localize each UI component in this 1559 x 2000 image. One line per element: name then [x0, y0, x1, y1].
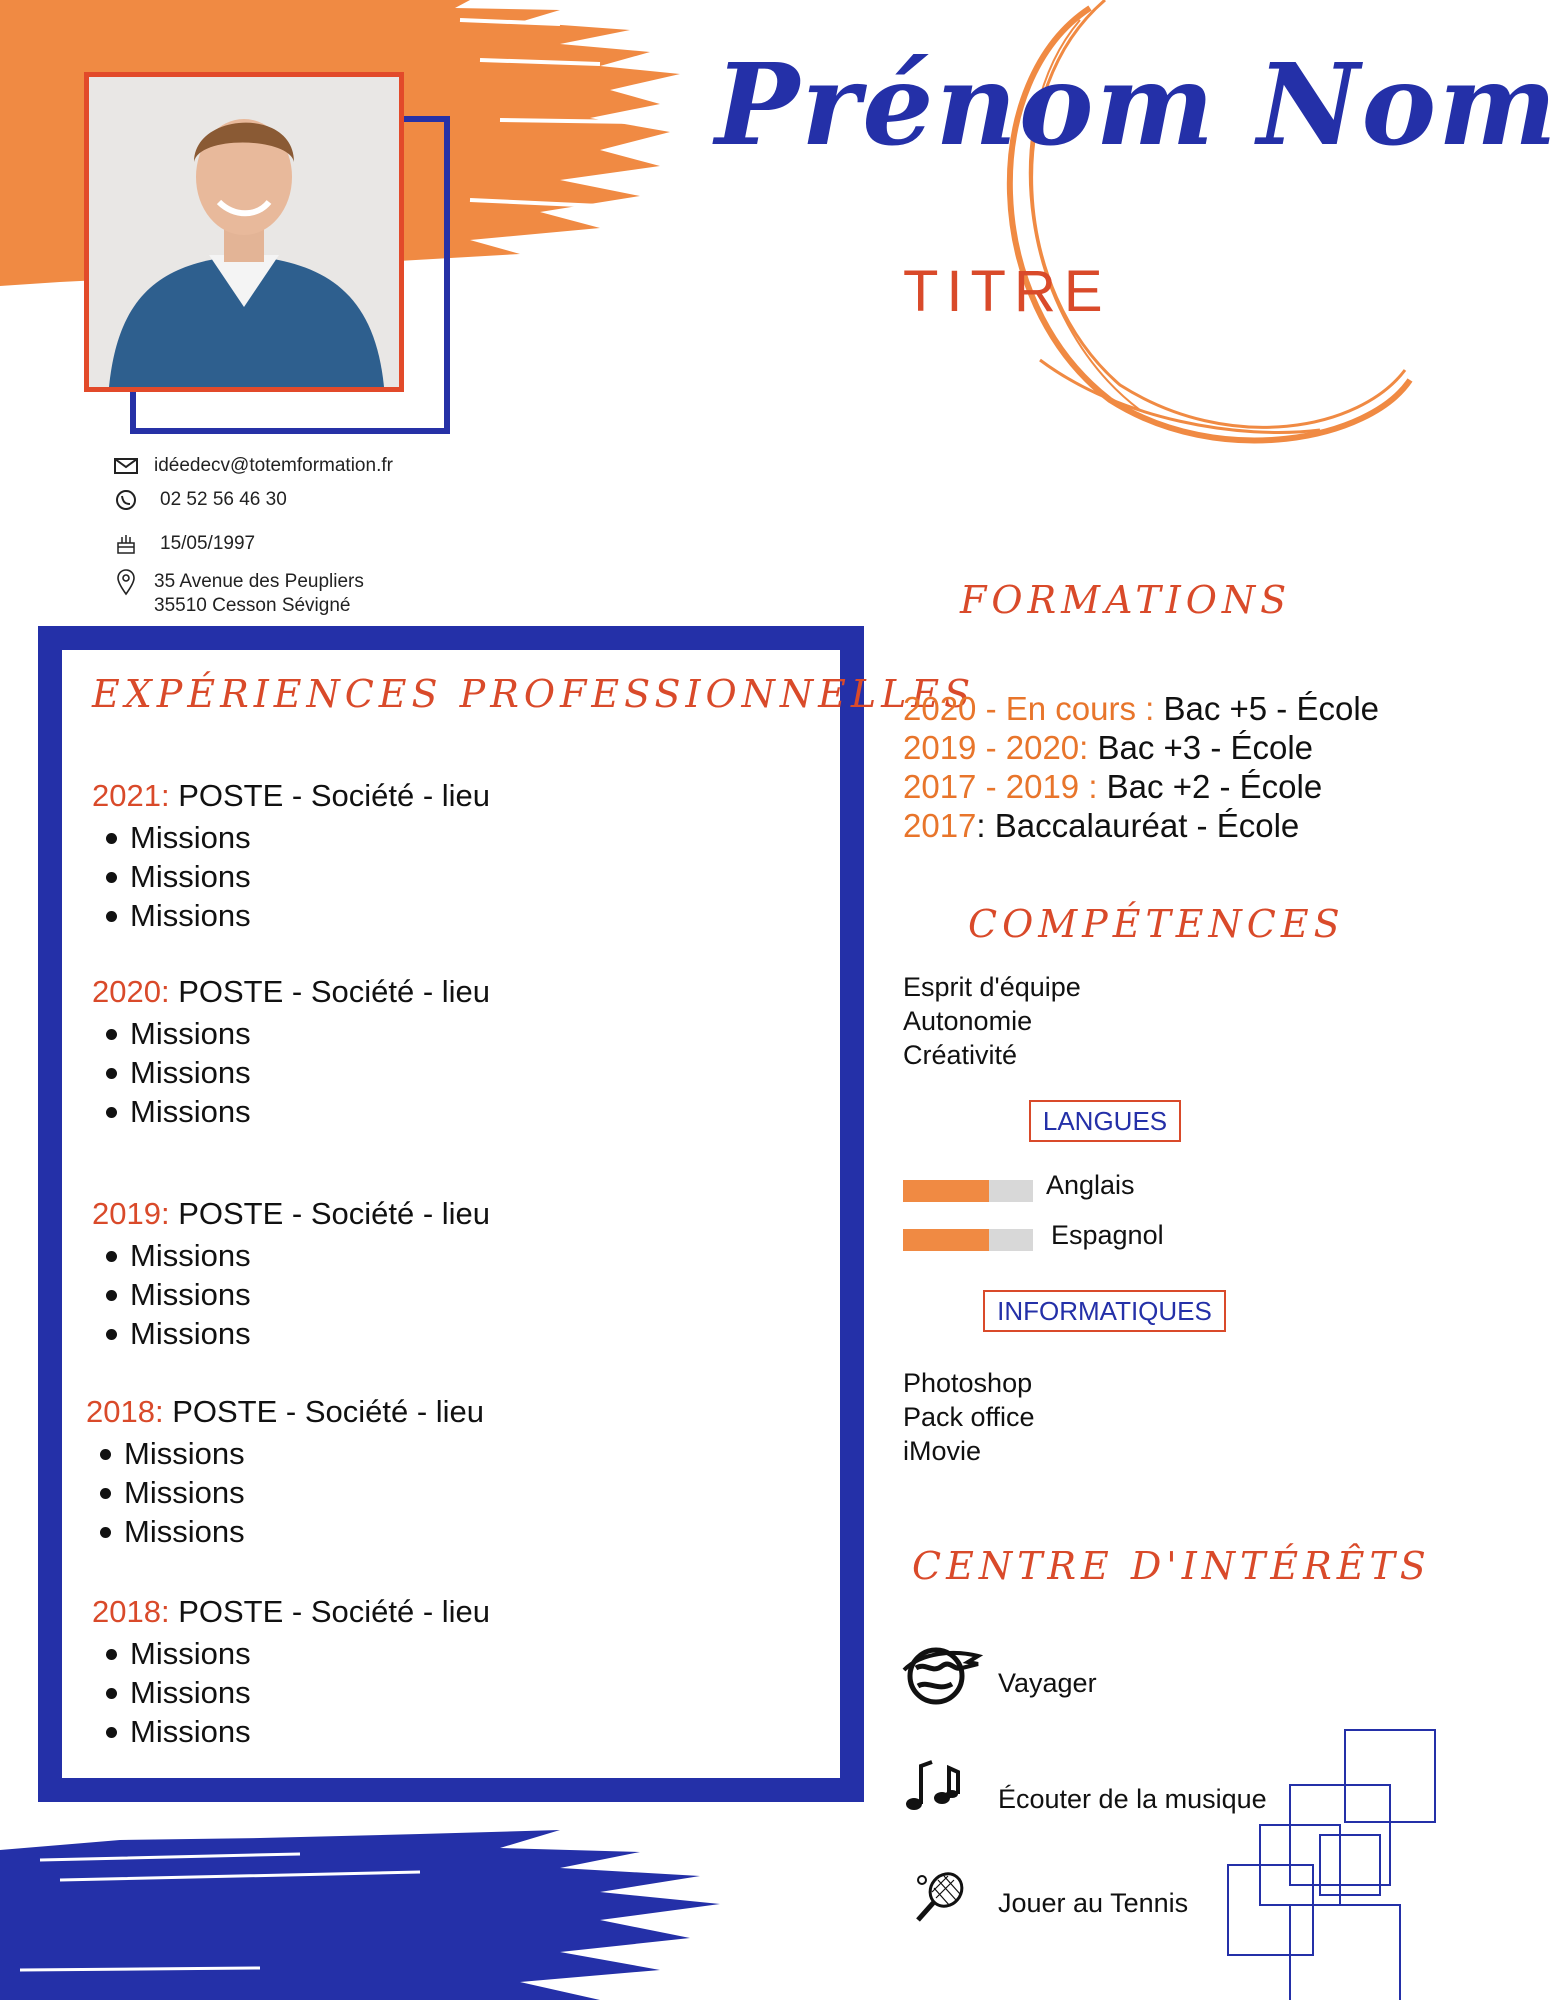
job-year: 2020:: [92, 974, 170, 1009]
profile-photo: [84, 72, 404, 392]
job-role: POSTE - Société - lieu: [163, 1394, 485, 1429]
cake-icon: [112, 532, 140, 556]
interest-item: Jouer au Tennis: [998, 1888, 1189, 1918]
formation-item: 2017: Baccalauréat - École: [903, 807, 1300, 844]
mission-item: Missions: [92, 1053, 490, 1092]
job-role: POSTE - Société - lieu: [169, 1196, 491, 1231]
competence-item: Autonomie: [903, 1006, 1033, 1036]
language-name: Espagnol: [1051, 1220, 1164, 1250]
contact-birthdate: 15/05/1997: [160, 533, 256, 554]
full-name: Prénom Nom: [715, 40, 1559, 171]
interest-item: Écouter de la musique: [998, 1784, 1267, 1814]
mission-item: Missions: [92, 1634, 490, 1673]
tennis-racket-icon: [912, 1870, 968, 1926]
location-pin-icon: [112, 570, 140, 594]
person-portrait-icon: [89, 77, 399, 387]
experience-heading: EXPÉRIENCES PROFESSIONNELLES: [92, 672, 976, 716]
formations-heading: FORMATIONS: [960, 578, 1292, 622]
mission-item: Missions: [92, 1092, 490, 1131]
mission-item: Missions: [86, 1512, 484, 1551]
software-item: Photoshop: [903, 1368, 1033, 1398]
job-year: 2019:: [92, 1196, 170, 1231]
job-year: 2018:: [92, 1594, 170, 1629]
competence-item: Esprit d'équipe: [903, 972, 1081, 1002]
globe-plane-icon: [902, 1640, 982, 1704]
blue-squares-decoration: [1220, 1725, 1414, 2000]
envelope-icon: [112, 454, 140, 478]
job-year: 2021:: [92, 778, 170, 813]
contact-email-row: [112, 454, 393, 478]
informatiques-label: INFORMATIQUES: [983, 1290, 1226, 1332]
mission-item: Missions: [92, 1673, 490, 1712]
mission-item: Missions: [92, 1236, 490, 1275]
mission-item: Missions: [92, 896, 490, 935]
interets-heading: CENTRE D'INTÉRÊTS: [912, 1544, 1431, 1588]
software-item: iMovie: [903, 1436, 982, 1466]
contact-email[interactable]: idéedecv@totemformation.fr: [154, 455, 393, 476]
software-item: Pack office: [903, 1402, 1035, 1432]
job-role: POSTE - Société - lieu: [169, 778, 491, 813]
job-entry: [92, 974, 490, 1131]
job-entry: [92, 778, 490, 935]
mission-item: Missions: [92, 818, 490, 857]
contact-phone: 02 52 56 46 30: [160, 489, 287, 510]
music-notes-icon: [902, 1752, 962, 1816]
contact-birthdate-row: [112, 532, 255, 556]
formation-item: 2019 - 2020: Bac +3 - École: [903, 729, 1314, 766]
language-level-bar: [903, 1229, 1033, 1251]
langues-label: LANGUES: [1029, 1100, 1181, 1142]
job-entry: [92, 1196, 490, 1353]
language-name: Anglais: [1046, 1170, 1135, 1200]
language-level-fill: [903, 1229, 989, 1251]
mission-item: Missions: [92, 857, 490, 896]
contact-address-line1: 35 Avenue des Peupliers: [154, 571, 364, 592]
job-title: TITRE: [903, 259, 1111, 324]
job-role: POSTE - Société - lieu: [169, 974, 491, 1009]
job-entry: [86, 1394, 484, 1551]
formation-item: 2020 - En cours : Bac +5 - École: [903, 690, 1380, 727]
mission-item: Missions: [92, 1712, 490, 1751]
contact-address-line2: 35510 Cesson Sévigné: [154, 595, 351, 616]
mission-item: Missions: [92, 1314, 490, 1353]
job-role: POSTE - Société - lieu: [169, 1594, 491, 1629]
contact-phone-row: [112, 488, 287, 512]
job-year: 2018:: [86, 1394, 164, 1429]
blue-brush-decoration: [0, 1820, 760, 2000]
contact-address-row: [112, 570, 364, 618]
competences-heading: COMPÉTENCES: [968, 902, 1345, 946]
mission-item: Missions: [92, 1275, 490, 1314]
mission-item: Missions: [86, 1473, 484, 1512]
language-level-bar: [903, 1180, 1033, 1202]
interest-item: Vayager: [998, 1668, 1097, 1698]
mission-item: Missions: [92, 1014, 490, 1053]
competence-item: Créativité: [903, 1040, 1018, 1070]
phone-icon: [112, 488, 140, 512]
mission-item: Missions: [86, 1434, 484, 1473]
job-entry: [92, 1594, 490, 1751]
formation-item: 2017 - 2019 : Bac +2 - École: [903, 768, 1323, 805]
language-level-fill: [903, 1180, 989, 1202]
